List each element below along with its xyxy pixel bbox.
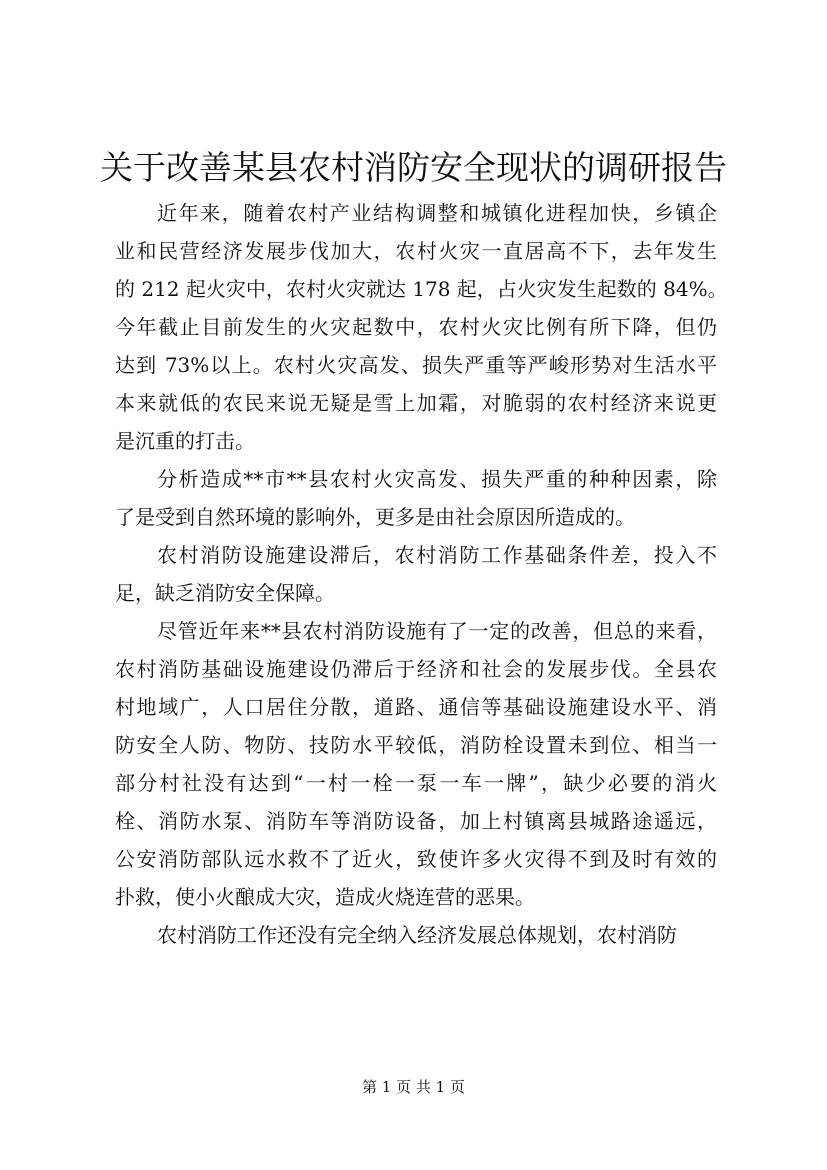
text-line: 村地域广，人口居住分散，道路、通信等基础设施建设水平、消 — [115, 695, 717, 719]
text-line: 农村消防工作还没有完全纳入经济发展总体规划，农村消防 — [157, 923, 677, 947]
text-line: 的 212 起火灾中，农村火灾就达 178 起，占火灾发生起数的 84%。 — [115, 277, 728, 301]
text-line: 了是受到自然环境的影响外，更多是由社会原因所造成的。 — [115, 505, 635, 529]
text-line: 尽管近年来**县农村消防设施有了一定的改善，但总的来看， — [157, 619, 717, 643]
text-line: 公安消防部队远水救不了近火，致使许多火灾得不到及时有效的 — [115, 847, 717, 871]
text-line: 足，缺乏消防安全保障。 — [115, 581, 335, 605]
text-line: 本来就低的农民来说无疑是雪上加霜，对脆弱的农村经济来说更 — [115, 391, 717, 415]
text-line: 栓、消防水泵、消防车等消防设备，加上村镇离县城路途遥远， — [115, 809, 717, 833]
paragraph-1 — [115, 194, 728, 460]
text-line: 分析造成**市**县农村火灾高发、损失严重的种种因素，除 — [157, 467, 717, 491]
document-title: 关于改善某县农村消防安全现状的调研报告 — [100, 148, 727, 187]
text-line: 农村消防基础设施建设仍滞后于经济和社会的发展步伐。全县农 — [115, 657, 717, 681]
paragraph-4 — [115, 612, 717, 916]
paragraph-2 — [115, 460, 717, 536]
paragraph-5 — [115, 916, 717, 954]
page-footer: 第 1 页 共 1 页 — [362, 1078, 465, 1096]
text-line: 是沉重的打击。 — [115, 429, 255, 453]
text-line: 近年来，随着农村产业结构调整和城镇化进程加快，乡镇企 — [157, 201, 717, 225]
text-line: 农村消防设施建设滞后，农村消防工作基础条件差，投入不 — [157, 543, 717, 567]
paragraph-3 — [115, 536, 717, 612]
text-line: 达到 73%以上。农村火灾高发、损失严重等严峻形势对生活水平 — [115, 353, 717, 377]
text-line: 部分村社没有达到“一村一栓一泵一车一牌”，缺少必要的消火 — [115, 771, 717, 795]
text-line: 业和民营经济发展步伐加大，农村火灾一直居高不下，去年发生 — [115, 239, 717, 263]
text-line: 今年截止目前发生的火灾起数中，农村火灾比例有所下降，但仍 — [115, 315, 717, 339]
text-line: 扑救，使小火酿成大灾，造成火烧连营的恶果。 — [115, 885, 535, 909]
document-body — [115, 194, 728, 954]
text-line: 防安全人防、物防、技防水平较低，消防栓设置未到位、相当一 — [115, 733, 717, 757]
